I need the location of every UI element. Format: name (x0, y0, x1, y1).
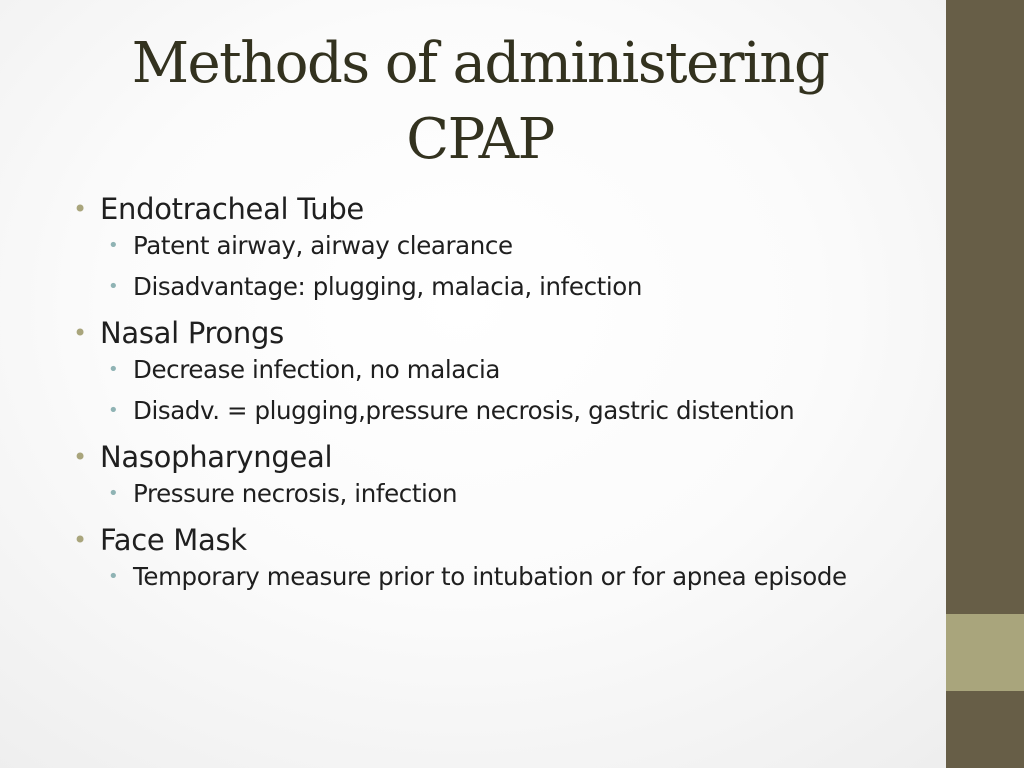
bullet-nasopharyngeal: • Nasopharyngeal (72, 436, 902, 478)
sub-bullet-pressure-necrosis: • Pressure necrosis, infection (104, 478, 902, 510)
bullet-group-nasal-prongs (72, 312, 902, 427)
bullet-group-face-mask (72, 519, 902, 593)
sub-list-nasopharyngeal (72, 478, 902, 510)
sub-bullet-temporary-measure: • Temporary measure prior to intubation or for apnea episode (104, 561, 902, 593)
bullet-endotracheal-tube: • Endotracheal Tube (72, 188, 902, 230)
sub-bullet-patent-airway: • Patent airway, airway clearance (104, 230, 902, 262)
bullet-nasal-prongs: • Nasal Prongs (72, 312, 902, 354)
sub-bullet-decrease-infection: • Decrease infection, no malacia (104, 354, 902, 386)
sub-list-face-mask (72, 561, 902, 593)
sidebar-accent-block (946, 614, 1024, 691)
slide-title: Methods of administering CPAP (131, 31, 829, 172)
bullet-group-endotracheal (72, 188, 902, 303)
bullet-face-mask: • Face Mask (72, 519, 902, 561)
slide-content-list (72, 188, 902, 602)
bullet-group-nasopharyngeal (72, 436, 902, 510)
sub-bullet-disadvantage: • Disadvantage: plugging, malacia, infection (104, 271, 902, 303)
sub-list-nasal-prongs (72, 354, 902, 427)
sub-bullet-disadv: • Disadv. = plugging,pressure necrosis, gastric distention (104, 395, 902, 427)
sub-list-endotracheal (72, 230, 902, 303)
